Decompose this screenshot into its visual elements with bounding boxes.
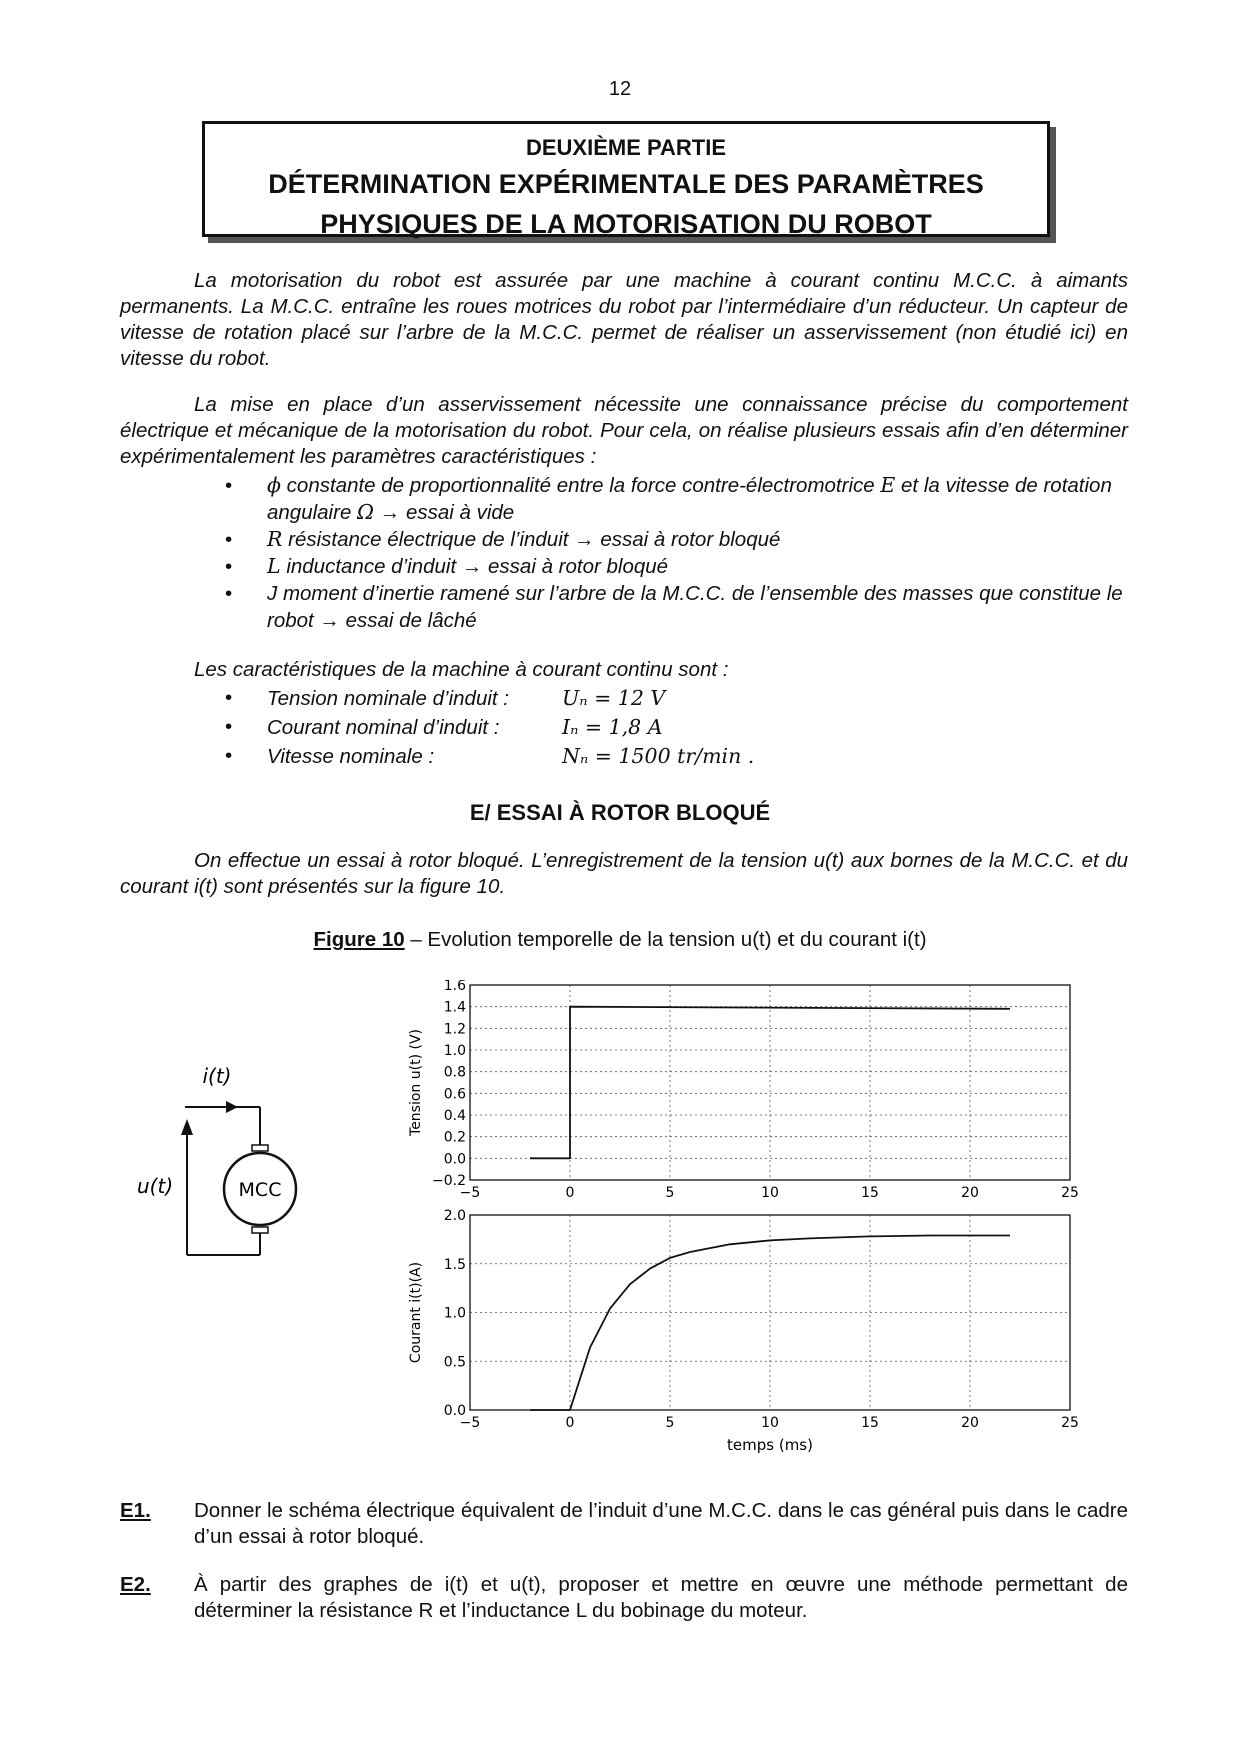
page-number: 12: [608, 78, 632, 100]
y-tick-label: 0.0: [443, 1403, 466, 1419]
y-tick-label: 1.6: [443, 980, 466, 994]
current-label: i(t): [202, 1064, 232, 1088]
question-e1: E1. Donner le schéma électrique équivalent de l’induit d’une M.C.C. dans le cas général puis dans le cadre d’un essai à rotor bloqué.: [120, 1499, 1128, 1548]
list-item: • Courant nominal d’induit : Iₙ = 1,8 A: [225, 713, 754, 742]
part-heading: DEUXIÈME PARTIE: [525, 135, 727, 160]
list-item: • J moment d’inertie ramené sur l’arbre de la M.C.C. de l’ensemble des masses que constitue le robot → essai de lâché: [225, 580, 1130, 634]
y-axis-label: Tension u(t) (V): [408, 1029, 424, 1136]
figure-caption: Figure 10 – Evolution temporelle de la tension u(t) et du courant i(t): [313, 928, 927, 951]
y-tick-label: 0.2: [443, 1129, 466, 1146]
intro-paragraph-2: La mise en place d’un asservissement nécessite une connaissance précise du comportement électrique et mécanique de la motorisation du robot. Pour cela, on réalise plusieurs essais afin d’en déterminer expérimentalement les paramètres caractéristiques :: [120, 393, 1128, 468]
list-item: • ϕ constante de proportionnalité entre la force contre-électromotrice E et la vitesse de rotation angulaire Ω → essai à vide: [225, 472, 1130, 526]
y-tick-label: 0.4: [443, 1108, 466, 1124]
x-tick-label: −5: [459, 1185, 481, 1201]
y-tick-label: 0.6: [443, 1086, 466, 1103]
y-tick-label: 1.0: [443, 1043, 466, 1059]
x-tick-label: 0: [565, 1185, 575, 1201]
y-tick-label: 1.4: [443, 999, 466, 1016]
x-tick-label: 20: [961, 1415, 979, 1431]
x-tick-label: 25: [1061, 1415, 1079, 1431]
x-tick-label: −5: [459, 1415, 481, 1431]
x-tick-label: 5: [665, 1185, 675, 1201]
x-tick-label: 10: [761, 1185, 779, 1201]
x-tick-label: 10: [761, 1415, 779, 1431]
list-item: • Vitesse nominale : Nₙ = 1500 tr/min .: [225, 742, 754, 771]
section-paragraph: On effectue un essai à rotor bloqué. L’enregistrement de la tension u(t) aux bornes de la M.C.C. et du courant i(t) sont présentés sur la figure 10.: [120, 849, 1128, 898]
title-line-1: DÉTERMINATION EXPÉRIMENTALE DES PARAMÈTRES: [268, 169, 984, 199]
y-tick-label: 0.5: [443, 1354, 466, 1371]
title-line-2: PHYSIQUES DE LA MOTORISATION DU ROBOT: [320, 209, 932, 239]
y-tick-label: 0.0: [443, 1151, 466, 1168]
list-item: • Tension nominale d’induit : Uₙ = 12 V: [225, 684, 754, 713]
y-tick-label: 1.0: [443, 1305, 466, 1322]
motor-label: MCC: [238, 1179, 282, 1201]
y-tick-label: −0.2: [432, 1173, 466, 1189]
x-tick-label: 5: [665, 1415, 675, 1431]
section-title: E/ ESSAI À ROTOR BLOQUÉ: [469, 800, 771, 825]
intro-paragraph-1: La motorisation du robot est assurée par une machine à courant continu M.C.C. à aimants permanents. La M.C.C. entraîne les roues motrices du robot par l’intermédiaire d’un réducteur. Un capteur de vitesse de rotation placé sur l’arbre de la M.C.C. permet de réaliser un asservissement (non étudié ici) en vitesse du robot.: [120, 269, 1128, 370]
y-tick-label: 1.2: [443, 1021, 466, 1038]
y-tick-label: 1.5: [443, 1256, 466, 1273]
voltage-arrow-icon: [181, 1119, 193, 1135]
specs-intro: Les caractéristiques de la machine à courant continu sont :: [194, 658, 729, 681]
question-e2: E2. À partir des graphes de i(t) et u(t), proposer et mettre en œuvre une méthode permettant de déterminer la résistance R et l’inductance L du bobinage du moteur.: [120, 1573, 1128, 1622]
parameter-list: [225, 472, 1130, 634]
list-item: • L inductance d’induit → essai à rotor bloqué: [225, 553, 1130, 580]
figure-10-charts: [395, 980, 1105, 1460]
specs-list: [225, 684, 754, 771]
y-tick-label: 2.0: [443, 1208, 466, 1224]
motor-circuit-diagram: [125, 1055, 315, 1265]
y-axis-label: Courant i(t)(A): [408, 1261, 424, 1364]
current-arrow-icon: [226, 1101, 238, 1113]
x-tick-label: 15: [861, 1415, 879, 1431]
x-tick-label: 25: [1061, 1185, 1079, 1201]
voltage-label: u(t): [137, 1174, 174, 1198]
x-tick-label: 15: [861, 1185, 879, 1201]
title-box: [202, 121, 1050, 237]
y-tick-label: 0.8: [443, 1064, 466, 1081]
list-item: • R résistance électrique de l’induit → essai à rotor bloqué: [225, 526, 1130, 553]
x-tick-label: 0: [565, 1415, 575, 1431]
x-tick-label: 20: [961, 1185, 979, 1201]
x-axis-label: temps (ms): [727, 1436, 813, 1454]
